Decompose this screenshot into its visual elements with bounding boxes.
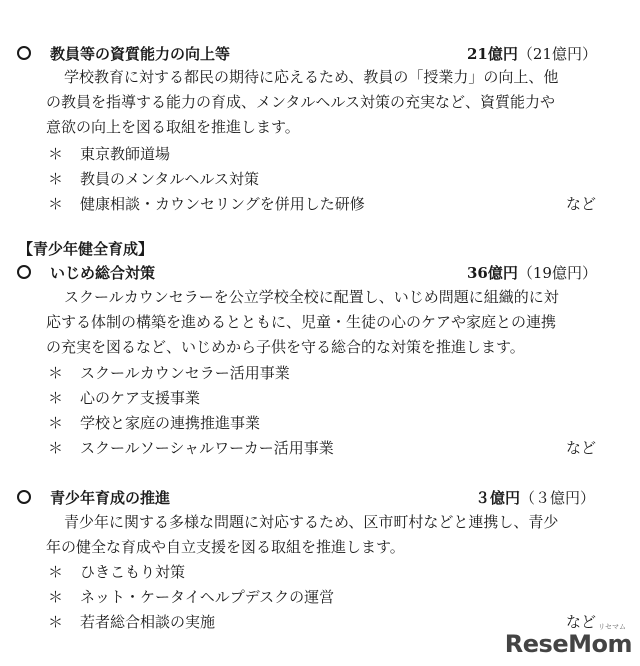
current-amount: ３億円 <box>475 489 521 507</box>
budget-amount <box>467 43 597 64</box>
asterisk-icon: ＊ <box>48 389 64 407</box>
watermark-sub: リセマム <box>598 623 626 631</box>
etc-label: など <box>566 195 597 213</box>
budget-amount <box>475 487 595 508</box>
list-item: スクールカウンセラー活用事業 <box>80 364 290 382</box>
list-item: 健康相談・カウンセリングを併用した研修 <box>80 195 365 213</box>
list-item: 心のケア支援事業 <box>80 389 201 407</box>
circle-bullet-icon <box>17 490 31 504</box>
current-amount: 36億円 <box>467 264 518 282</box>
etc-label: など <box>566 613 597 631</box>
previous-amount: （３億円） <box>520 489 596 507</box>
circle-bullet-icon <box>17 46 31 60</box>
list-item: ひきこもり対策 <box>80 563 186 581</box>
list-item: 若者総合相談の実施 <box>80 613 216 631</box>
asterisk-icon: ＊ <box>48 364 64 382</box>
body-line: の教員を指導する能力の育成、メンタルヘルス対策の充実など、資質能力や <box>46 93 555 111</box>
body-line: 学校教育に対する都民の期待に応えるため、教員の「授業力」の向上、他 <box>64 68 559 86</box>
list-item: スクールソーシャルワーカー活用事業 <box>80 439 334 457</box>
previous-amount: （21億円） <box>517 45 597 63</box>
section-title: 【青少年健全育成】 <box>18 240 154 258</box>
asterisk-icon: ＊ <box>48 195 64 213</box>
asterisk-icon: ＊ <box>48 588 64 606</box>
etc-label: など <box>566 439 597 457</box>
asterisk-icon: ＊ <box>48 414 64 432</box>
block-heading: 教員等の資質能力の向上等 <box>50 45 231 63</box>
block-heading: いじめ総合対策 <box>50 264 156 282</box>
body-line: 年の健全な育成や自立支援を図る取組を推進します。 <box>46 538 405 556</box>
current-amount: 21億円 <box>467 45 518 63</box>
body-line: 応する体制の構築を進めるとともに、児童・生徒の心のケアや家庭との連携 <box>46 313 557 331</box>
asterisk-icon: ＊ <box>48 439 64 457</box>
block-heading: 青少年育成の推進 <box>50 489 171 507</box>
budget-amount <box>467 262 597 283</box>
body-line: の充実を図るなど、いじめから子供を守る総合的な対策を推進します。 <box>46 338 525 356</box>
circle-bullet-icon <box>17 265 31 279</box>
asterisk-icon: ＊ <box>48 170 64 188</box>
list-item: 学校と家庭の連携推進事業 <box>80 414 261 432</box>
list-item: ネット・ケータイヘルプデスクの運営 <box>80 588 335 606</box>
list-item: 教員のメンタルヘルス対策 <box>80 170 259 188</box>
asterisk-icon: ＊ <box>48 563 64 581</box>
asterisk-icon: ＊ <box>48 145 64 163</box>
body-line: 意欲の向上を図る取組を推進します。 <box>46 118 300 136</box>
body-line: 青少年に関する多様な問題に対応するため、区市町村などと連携し、青少 <box>64 513 559 531</box>
asterisk-icon: ＊ <box>48 613 64 631</box>
list-item: 東京教師道場 <box>80 145 171 163</box>
body-line: スクールカウンセラーを公立学校全校に配置し、いじめ問題に組織的に対 <box>64 288 559 306</box>
resemom-logo: ReseMom <box>504 630 632 658</box>
previous-amount: （19億円） <box>517 264 597 282</box>
